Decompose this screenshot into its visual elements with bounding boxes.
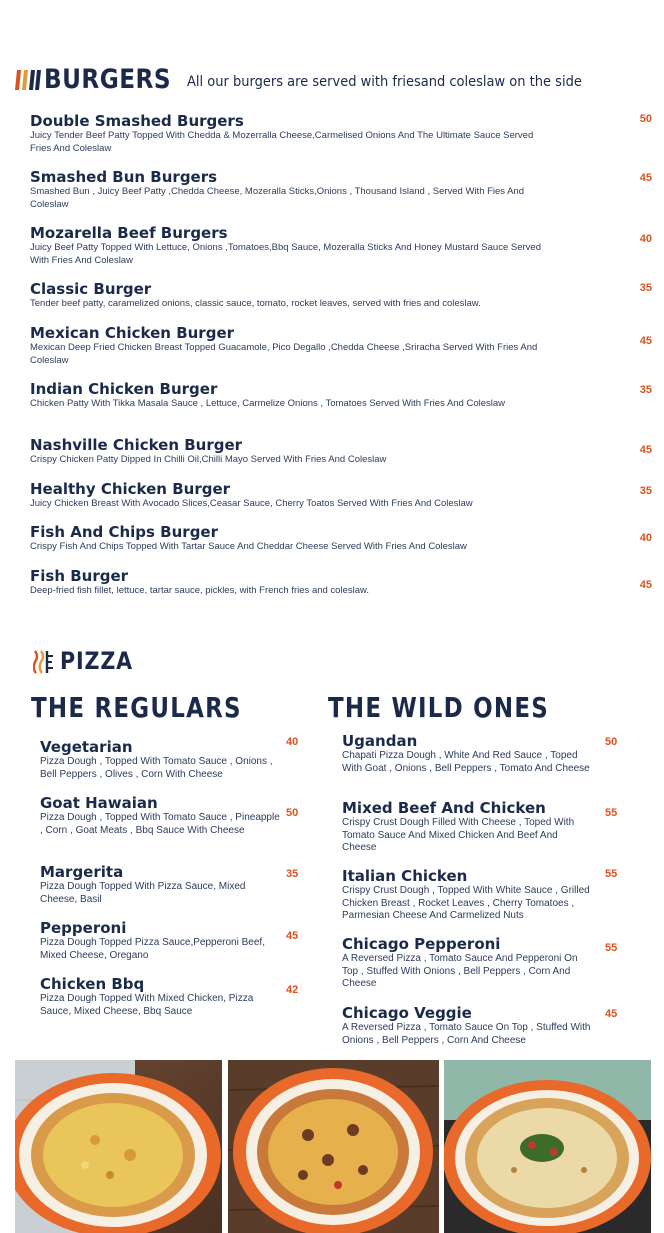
item-desc: Pizza Dough Topped Pizza Sauce,Pepperoni Beef, Mixed Cheese, Oregano: [40, 937, 265, 961]
item-name: Mozarella Beef Burgers: [30, 224, 228, 242]
item-desc: Chapati Pizza Dough , White And Red Sauce , Toped With Goat , Onions , Bell Peppers , Tomato And Cheese: [342, 750, 590, 774]
item-desc: Mexican Deep Fried Chicken Breast Topped Guacamole, Pico Degallo ,Chedda Cheese ,Sriracha Served With Fries And Coleslaw: [30, 342, 538, 366]
burgers-stripes-icon: [15, 68, 41, 92]
item-desc: Pizza Dough , Topped With Tomato Sauce , Pineapple , Corn , Goat Meats , Bbq Sauce With Cheese: [40, 812, 280, 836]
pizza-stripes-icon: [33, 650, 55, 674]
item-name: Indian Chicken Burger: [30, 380, 218, 398]
burger-item: [30, 112, 652, 155]
pizza-photo-italian-chicken: [444, 1060, 651, 1233]
burger-item: [30, 168, 652, 211]
item-desc: Crispy Crust Dough , Topped With White Sauce , Grilled Chicken Breast , Rocket Leaves , Cherry Tomatoes , Parmesian Cheese And Carmelized Nuts: [342, 885, 590, 921]
pizza-item: [342, 800, 592, 855]
item-desc: Crispy Crust Dough Filled With Cheese , Toped With Tomato Sauce And Mixed Chicken And Beef And Cheese: [342, 817, 575, 853]
item-price: 35: [286, 868, 299, 880]
item-price: 55: [605, 807, 618, 819]
pizza-item: [40, 920, 280, 962]
burgers-note: All our burgers are served with friesand coleslaw on the side: [187, 74, 582, 90]
pizza-item: [342, 1005, 592, 1047]
burger-item: [30, 380, 652, 411]
item-price: 50: [605, 736, 618, 748]
item-desc: Deep-fried fish fillet, lettuce, tartar sauce, pickles, with French fries and coleslaw.: [30, 585, 369, 596]
pizza-item: [342, 936, 592, 991]
item-desc: Chicken Patty With Tikka Masala Sauce , Lettuce, Carmelize Onions , Tomatoes Served With Fries And Coleslaw: [30, 398, 506, 409]
pizza-title: PIZZA: [60, 647, 134, 675]
item-name: Chicago Pepperoni: [342, 935, 501, 953]
item-name: Margerita: [40, 863, 124, 881]
burgers-header: [15, 64, 655, 98]
pizza-item: [342, 733, 592, 775]
burger-item: [30, 436, 652, 467]
item-desc: A Reversed Pizza , Tomato Sauce On Top , Stuffed With Onions , Bell Peppers , Corn And Cheese: [342, 1022, 591, 1046]
item-price: 55: [605, 868, 618, 880]
pizza-photo-beef: [228, 1060, 439, 1233]
item-desc: Crispy Fish And Chips Topped With Tartar Sauce And Cheddar Cheese Served With Fries And Coleslaw: [30, 541, 467, 552]
item-desc: Crispy Chicken Patty Dipped In Chilli Oil,Chilli Mayo Served With Fries And Coleslaw: [30, 454, 387, 465]
item-name: Vegetarian: [40, 738, 133, 756]
item-name: Classic Burger: [30, 280, 152, 298]
pizza-item: [342, 868, 592, 923]
item-price: 40: [286, 736, 299, 748]
item-desc: Juicy Chicken Breast With Avocado Slices,Ceasar Sauce, Cherry Toatos Served With Fries And Coleslaw: [30, 498, 473, 509]
item-desc: Juicy Tender Beef Patty Topped With Chedda & Mozerralla Cheese,Carmelised Onions And The Ultimate Sauce Served Fries And Coleslaw: [30, 130, 534, 154]
item-price: 45: [639, 444, 652, 456]
burger-item: [30, 567, 652, 598]
item-desc: Juicy Beef Patty Topped With Lettuce, Onions ,Tomatoes,Bbq Sauce, Mozeralla Sticks And Honey Mustard Sauce Served With Fries And Coleslaw: [30, 242, 541, 266]
item-price: 55: [605, 942, 618, 954]
item-name: Fish And Chips Burger: [30, 523, 218, 541]
item-name: Double Smashed Burgers: [30, 112, 244, 130]
pizza-item: [40, 739, 290, 781]
pizza-photos: [15, 1060, 651, 1233]
item-price: 35: [639, 384, 652, 396]
item-name: Pepperoni: [40, 919, 127, 937]
item-name: Nashville Chicken Burger: [30, 436, 243, 454]
item-price: 42: [286, 984, 299, 996]
burger-item: [30, 480, 652, 511]
item-price: 40: [639, 532, 652, 544]
item-desc: Pizza Dough Topped With Mixed Chicken, Pizza Sauce, Mixed Cheese, Bbq Sauce: [40, 993, 254, 1017]
item-name: Mexican Chicken Burger: [30, 324, 235, 342]
item-price: 45: [639, 172, 652, 184]
item-name: Smashed Bun Burgers: [30, 168, 218, 186]
item-price: 35: [639, 282, 652, 294]
item-desc: Smashed Bun , Juicy Beef Patty ,Chedda Cheese, Mozeralla Sticks,Onions , Thousand Island , Served With Fies And Coleslaw: [30, 186, 525, 210]
item-name: Fish Burger: [30, 567, 129, 585]
pizza-photo-vegetarian: [15, 1060, 222, 1233]
item-desc: Pizza Dough Topped With Pizza Sauce, Mixed Cheese, Basil: [40, 881, 246, 905]
pizza-item: [40, 795, 280, 837]
item-name: Ugandan: [342, 732, 418, 750]
regulars-title: THE REGULARS: [31, 691, 242, 724]
item-price: 35: [639, 485, 652, 497]
item-price: 45: [639, 579, 652, 591]
item-desc: A Reversed Pizza , Tomato Sauce And Pepperoni On Top , Stuffed With Onions , Bell Peppers , Corn And Cheese: [342, 953, 578, 989]
item-name: Chicken Bbq: [40, 975, 145, 993]
item-name: Chicago Veggie: [342, 1004, 472, 1022]
item-name: Healthy Chicken Burger: [30, 480, 231, 498]
item-price: 45: [605, 1008, 618, 1020]
item-desc: Pizza Dough , Topped With Tomato Sauce , Onions , Bell Peppers , Olives , Corn With Cheese: [40, 756, 273, 780]
burger-item: [30, 324, 652, 367]
wild-ones-title: THE WILD ONES: [328, 691, 550, 724]
burgers-title: BURGERS: [44, 64, 171, 95]
pizza-item: [40, 864, 280, 906]
item-name: Goat Hawaian: [40, 794, 158, 812]
burger-item: [30, 523, 652, 554]
item-price: 50: [639, 113, 652, 125]
item-price: 40: [639, 233, 652, 245]
item-price: 50: [286, 807, 299, 819]
item-desc: Tender beef patty, caramelized onions, classic sauce, tomato, rocket leaves, served with fries and coleslaw.: [30, 298, 481, 309]
item-price: 45: [286, 930, 299, 942]
item-price: 45: [639, 335, 652, 347]
burger-item: [30, 280, 652, 311]
pizza-item: [40, 976, 280, 1018]
item-name: Italian Chicken: [342, 867, 468, 885]
burger-item: [30, 224, 652, 267]
item-name: Mixed Beef And Chicken: [342, 799, 546, 817]
